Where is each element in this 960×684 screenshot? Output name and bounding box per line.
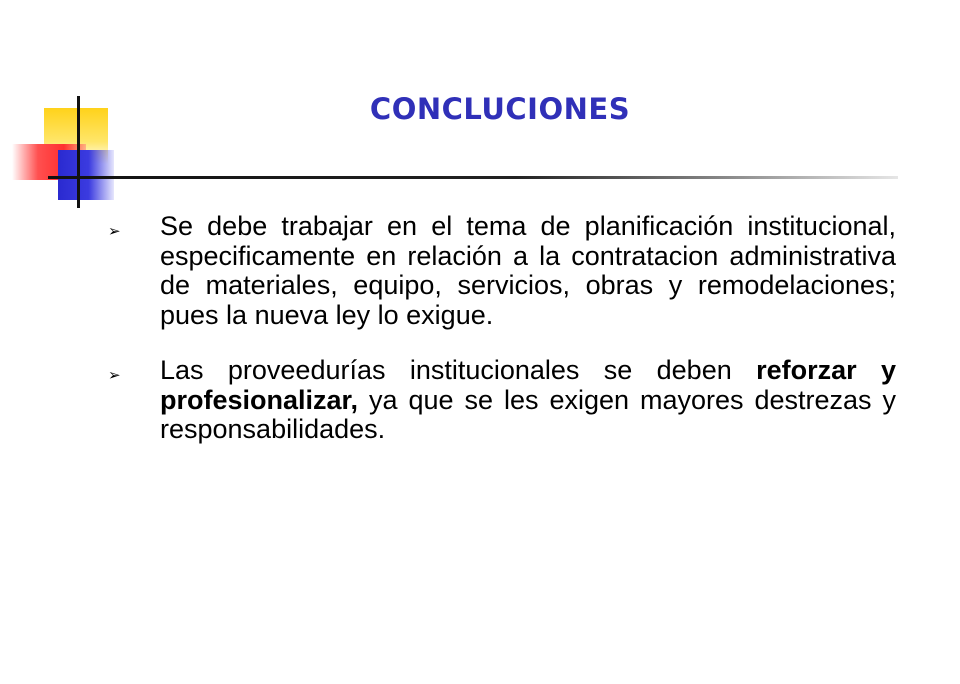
bullet-text-emphasis: reforzar y profesionalizar, — [160, 355, 897, 415]
bullet-text-part: ya que se les exigen mayores destrezas y responsabilidades. — [160, 384, 896, 444]
arrowhead-bullet-icon: ➢ — [108, 222, 121, 240]
title-underline — [48, 176, 898, 179]
bullet-text — [160, 356, 896, 445]
bullet-text: Se debe trabajar en el tema de planificación institucional, especificamente en relación a la contratacion administrativa de materiales, equipo, servicios, obras y remodelaciones; pues la nueva ley lo exigue. — [160, 211, 896, 330]
decorative-blue-square — [58, 150, 114, 200]
decorative-vertical-line — [77, 96, 80, 208]
bullet-item-planning — [100, 212, 896, 330]
arrowhead-bullet-icon: ➢ — [108, 366, 121, 384]
bullet-item-proveedurias — [100, 356, 896, 445]
slide-title: CONCLUCIONES — [369, 92, 631, 126]
bullet-list — [100, 212, 896, 471]
bullet-text-part: Las proveedurías institucionales se deben — [160, 355, 757, 385]
